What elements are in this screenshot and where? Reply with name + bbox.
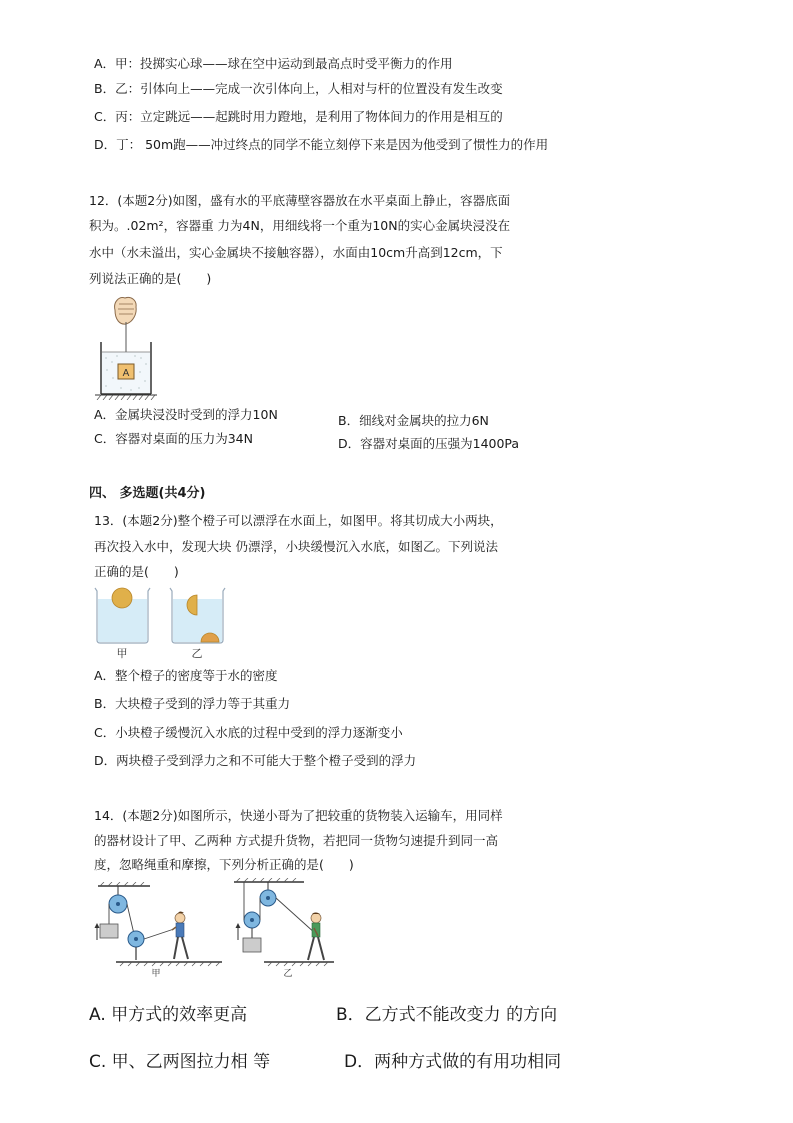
q13-stem-line-3: 正确的是( ) [94, 564, 179, 579]
q13-option-a: A．整个橙子的密度等于水的密度 [94, 668, 278, 683]
q11-option-c: C．丙：立定跳远——起跳时用力蹬地，是利用了物体间力的作用是相互的 [94, 109, 503, 124]
q14-label-jia: 甲 [151, 969, 161, 978]
q11-option-b: B．乙：引体向上——完成一次引体向上，人相对与杆的位置没有发生改变 [94, 81, 503, 96]
q12-option-b: B．细线对金属块的拉力6N [338, 413, 489, 428]
q12-stem-line-3: 水中（水未溢出，实心金属块不接触容器），水面由10cm升高到12cm，下 [89, 245, 503, 260]
q14-pulley-figure-jia [94, 882, 224, 978]
q12-option-c: C．容器对桌面的压力为34N [94, 431, 253, 446]
q13-option-b: B．大块橙子受到的浮力等于其重力 [94, 696, 291, 711]
q12-option-d: D．容器对桌面的压强为1400Pa [338, 436, 520, 451]
q13-option-d: D．两块橙子受到浮力之和不可能大于整个橙子受到的浮力 [94, 753, 417, 768]
q14-pulley-figure-yi [232, 878, 336, 980]
q11-option-a: A．甲：投掷实心球——球在空中运动到最高点时受平衡力的作用 [94, 56, 453, 71]
q13-label-yi: 乙 [191, 647, 203, 660]
q11-option-d: D．丁： 50m跑——冲过终点的同学不能立刻停下来是因为他受到了惯性力的作用 [94, 137, 549, 152]
q14-stem-line-1: 14．(本题2分)如图所示，快递小哥为了把较重的货物装入运输车，用同样 [94, 808, 503, 823]
q13-beakers-figure [93, 585, 233, 660]
section-heading: 四、 多选题(共4分) [89, 486, 206, 501]
q14-option-c: C. 甲、乙两图拉力相 等 [89, 1052, 271, 1072]
q14-option-a: A. 甲方式的效率更高 [89, 1005, 248, 1025]
q14-option-d: D．两种方式做的有用功相同 [344, 1052, 562, 1072]
q12-stem-line-4: 列说法正确的是( ) [89, 271, 212, 286]
q13-label-jia: 甲 [116, 647, 128, 660]
q12-block-label: A [122, 368, 130, 379]
q14-stem-line-2: 的器材设计了甲、乙两种 方式提升货物，若把同一货物匀速提升到同一高 [94, 833, 498, 848]
q13-stem-line-2: 再次投入水中，发现大块 仍漂浮，小块缓慢沉入水底，如图乙。下列说法 [94, 539, 498, 554]
q13-stem-line-1: 13．(本题2分)整个橙子可以漂浮在水面上，如图甲。将其切成大小两块， [94, 513, 503, 528]
q14-stem-line-3: 度，忽略绳重和摩擦，下列分析正确的是( ) [94, 857, 354, 872]
q14-option-b: B．乙方式不能改变力 的方向 [336, 1005, 558, 1025]
q12-container-figure [93, 292, 173, 400]
q12-stem-line-2: 积为。.02m²，容器重 力为4N，用细线将一个重为10N的实心金属块浸没在 [89, 218, 511, 233]
q14-label-yi: 乙 [283, 969, 293, 979]
q13-option-c: C．小块橙子缓慢沉入水底的过程中受到的浮力逐渐变小 [94, 725, 403, 740]
q12-stem-line-1: 12．(本题2分)如图，盛有水的平底薄壁容器放在水平桌面上静止，容器底面 [89, 193, 511, 208]
q12-option-a: A．金属块浸没时受到的浮力10N [94, 407, 278, 422]
